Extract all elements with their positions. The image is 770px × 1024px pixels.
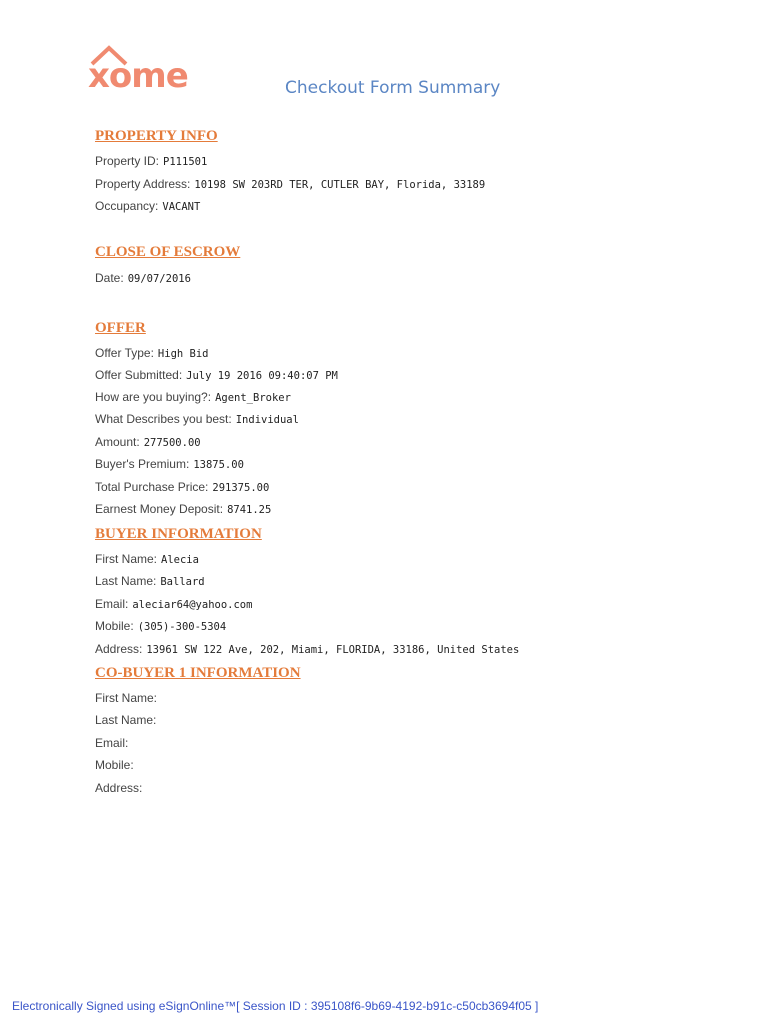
field-label: Property ID: [95, 154, 160, 168]
xome-logo [88, 44, 188, 96]
total-purchase-price-row [95, 480, 269, 494]
field-value: July 19 2016 09:40:07 PM [186, 370, 338, 382]
field-label: Occupancy: [95, 199, 159, 213]
escrow-date-row [95, 271, 191, 285]
field-value: Ballard [160, 576, 205, 588]
field-label: Property Address: [95, 177, 191, 191]
co-buyer-information-heading: CO-BUYER 1 INFORMATION [95, 665, 301, 681]
occupancy-row [95, 199, 200, 213]
field-value: 13961 SW 122 Ave, 202, Miami, FLORIDA, 33186, United States [146, 644, 520, 656]
buying-method-row [95, 390, 291, 404]
field-label: Last Name: [95, 713, 157, 727]
field-label: Address: [95, 781, 143, 795]
co-buyer-address-row [95, 781, 146, 795]
field-value: 09/07/2016 [127, 273, 191, 285]
property-info-heading: PROPERTY INFO [95, 128, 218, 144]
field-label: Offer Type: [95, 346, 154, 360]
field-value: VACANT [162, 201, 201, 213]
amount-row [95, 435, 201, 449]
property-address-row [95, 177, 485, 191]
field-label: Buyer's Premium: [95, 457, 190, 471]
earnest-money-row [95, 502, 271, 516]
field-value: aleciar64@yahoo.com [132, 599, 253, 611]
field-value: High Bid [157, 348, 209, 360]
field-label: Last Name: [95, 574, 157, 588]
offer-heading: OFFER [95, 320, 146, 336]
page-title: Checkout Form Summary [285, 78, 501, 98]
field-label: First Name: [95, 552, 158, 566]
field-label: Offer Submitted: [95, 368, 183, 382]
co-buyer-first-name-row [95, 691, 161, 705]
field-value: Alecia [161, 554, 199, 566]
buyer-email-row [95, 597, 252, 611]
field-label: Mobile: [95, 619, 134, 633]
field-value: Agent_Broker [215, 392, 291, 404]
field-label: What Describes you best: [95, 412, 232, 426]
field-label: Date: [95, 271, 124, 285]
buyer-last-name-row [95, 574, 205, 588]
field-label: How are you buying?: [95, 390, 212, 404]
logo-text: xome [88, 56, 188, 96]
field-value: P111501 [163, 156, 208, 168]
field-label: Email: [95, 597, 129, 611]
field-value: 10198 SW 203RD TER, CUTLER BAY, Florida, 33189 [194, 179, 486, 191]
offer-type-row [95, 346, 209, 360]
field-label: Address: [95, 642, 143, 656]
buyer-information-heading: BUYER INFORMATION [95, 526, 262, 542]
field-label: Total Purchase Price: [95, 480, 209, 494]
buyer-mobile-row [95, 619, 226, 633]
property-id-row [95, 154, 207, 168]
buyers-premium-row [95, 457, 244, 471]
field-label: Earnest Money Deposit: [95, 502, 224, 516]
field-label: Amount: [95, 435, 140, 449]
field-label: Email: [95, 736, 129, 750]
offer-submitted-row [95, 368, 338, 382]
co-buyer-mobile-row [95, 758, 138, 772]
field-value: 8741.25 [227, 504, 272, 516]
field-label: First Name: [95, 691, 158, 705]
field-value: 291375.00 [212, 482, 270, 494]
co-buyer-email-row [95, 736, 132, 750]
co-buyer-last-name-row [95, 713, 160, 727]
buyer-address-row [95, 642, 519, 656]
field-value: 13875.00 [193, 459, 244, 471]
buyer-first-name-row [95, 552, 199, 566]
field-value: Individual [235, 414, 299, 426]
esign-footer: Electronically Signed using eSignOnline™[ Session ID : 395108f6-9b69-4192-b91c-c50cb3694f05 ] [12, 999, 539, 1013]
close-of-escrow-heading: CLOSE OF ESCROW [95, 244, 241, 260]
field-label: Mobile: [95, 758, 134, 772]
field-value: (305)-300-5304 [137, 621, 227, 633]
field-value: 277500.00 [143, 437, 201, 449]
describes-you-row [95, 412, 299, 426]
